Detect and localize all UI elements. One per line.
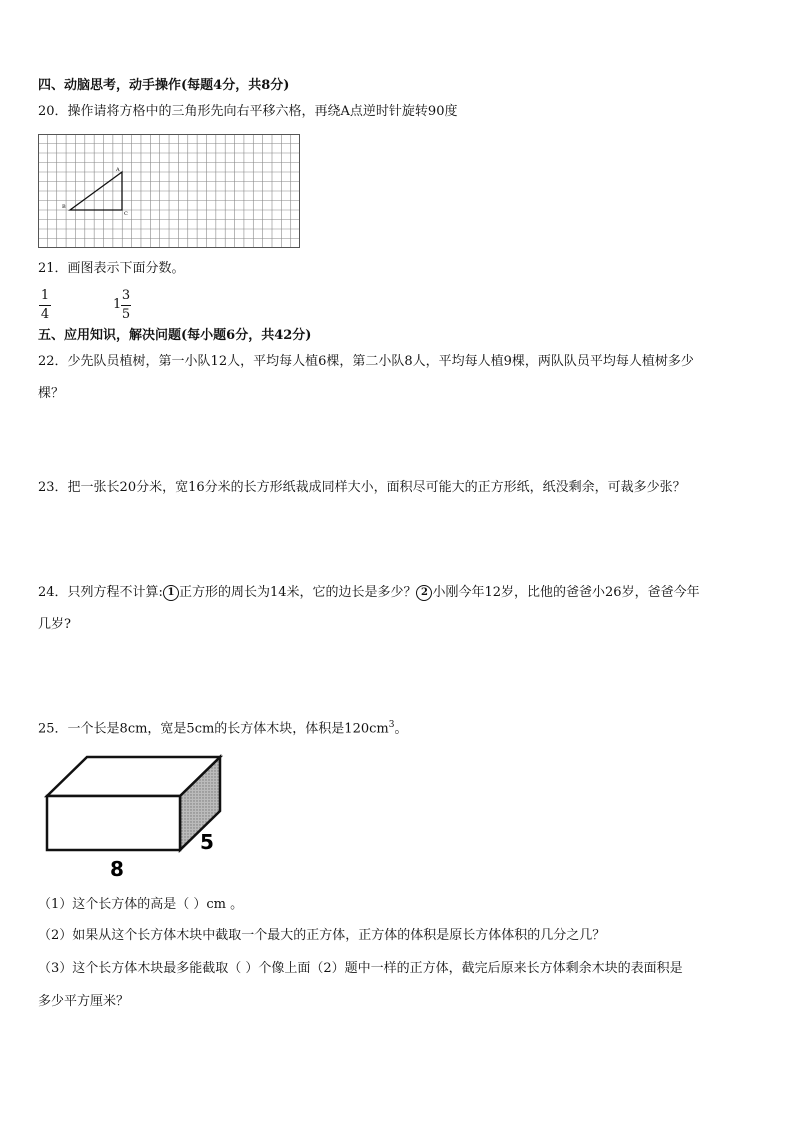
fraction-numerator: 1 bbox=[40, 288, 50, 303]
length-label: 8 bbox=[110, 857, 124, 881]
grid-svg bbox=[38, 134, 300, 248]
question-25-text bbox=[38, 716, 407, 738]
q25-text-main: 25．一个长是8cm，宽是5cm的长方体木块，体积是120cm bbox=[38, 721, 389, 737]
fraction-three-fifths bbox=[121, 288, 131, 323]
question-25-sub2: （2）如果从这个长方体木块中截取一个最大的正方体，正方体的体积是原长方体体积的几分之几？ bbox=[38, 928, 606, 943]
label-b: B bbox=[62, 204, 66, 210]
label-a: A bbox=[116, 167, 120, 173]
question-22-line2: 棵？ bbox=[38, 386, 65, 401]
circled-number-2: 2 bbox=[416, 585, 432, 601]
circled-number-1: 1 bbox=[163, 585, 179, 601]
section4-heading: 四、动脑思考，动手操作(每题4分，共8分) bbox=[38, 78, 290, 93]
width-label: 5 bbox=[200, 830, 214, 854]
mixed-number-whole: 1 bbox=[113, 297, 122, 312]
q25-superscript: 3 bbox=[388, 720, 395, 730]
question-24-line2: 几岁? bbox=[38, 617, 71, 632]
q24-part1: 正方形的周长为14米，它的边长是多少？ bbox=[178, 585, 417, 600]
question-24-line1 bbox=[38, 584, 700, 602]
grid-figure bbox=[38, 134, 300, 248]
fraction-one-quarter bbox=[39, 288, 51, 323]
q24-part2: 小刚今年12岁，比他的爸爸小26岁，爸爸今年 bbox=[432, 585, 700, 600]
q25-text-end: 。 bbox=[394, 721, 408, 737]
fraction-bar bbox=[121, 305, 131, 306]
question-20-text: 20．操作请将方格中的三角形先向右平移六格，再绕A点逆时针旋转90度 bbox=[38, 104, 458, 119]
question-25-sub3-line2: 多少平方厘米？ bbox=[38, 994, 130, 1009]
section5-heading: 五、应用知识，解决问题(每小题6分，共42分) bbox=[38, 328, 312, 343]
fraction-denominator: 5 bbox=[121, 307, 131, 322]
label-c: C bbox=[124, 211, 128, 217]
question-22-line1: 22．少先队员植树，第一小队12人，平均每人植6棵，第二小队8人，平均每人植9棵，两队队员平均每人植树多少 bbox=[38, 354, 694, 369]
cuboid-front-face bbox=[47, 796, 180, 850]
cuboid-figure bbox=[40, 752, 230, 882]
fraction-denominator: 4 bbox=[40, 307, 50, 322]
question-23-text: 23．把一张长20分米，宽16分米的长方形纸裁成同样大小，面积尽可能大的正方形纸，纸没剩余，可裁多少张？ bbox=[38, 480, 686, 495]
question-25-sub1: （1）这个长方体的高是（ ）cm 。 bbox=[38, 897, 244, 912]
question-21-text: 21．画图表示下面分数。 bbox=[38, 261, 185, 276]
fraction-bar bbox=[39, 305, 51, 306]
fraction-numerator: 3 bbox=[121, 288, 131, 303]
cuboid-svg bbox=[40, 752, 230, 882]
question-25-sub3-line1: （3）这个长方体木块最多能截取（ ）个像上面（2）题中一样的正方体，截完后原来长方体剩余木块的表面积是 bbox=[38, 961, 683, 976]
q24-intro: 24．只列方程不计算: bbox=[38, 585, 163, 600]
